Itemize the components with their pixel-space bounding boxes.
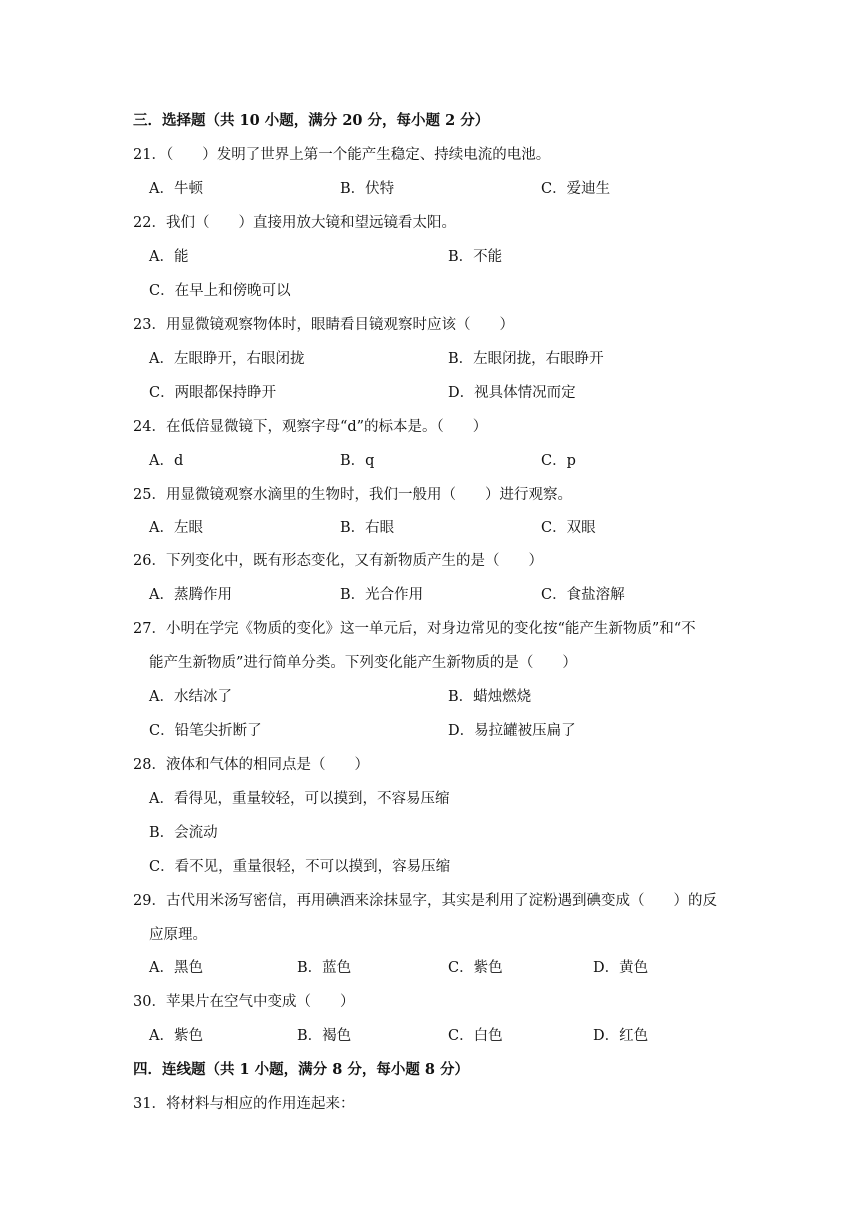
q27-option-d: D．易拉罐被压扁了 (448, 723, 576, 739)
q21-option-c: C．爱迪生 (541, 181, 611, 197)
question-27-stem-cont: 能产生新物质”进行简单分类。下列变化能产生新物质的是（ ） (149, 655, 577, 671)
question-22-stem: 22．我们（ ）直接用放大镜和望远镜看太阳。 (133, 215, 456, 231)
question-31-stem: 31．将材料与相应的作用连起来： (133, 1096, 355, 1112)
q29-option-d: D．黄色 (593, 960, 649, 976)
q26-option-c: C．食盐溶解 (541, 587, 625, 603)
question-29-stem: 29．古代用米汤写密信，再用碘酒来涂抹显字，其实是利用了淀粉遇到碘变成（ ）的反 (133, 893, 717, 909)
q21-option-a: A．牛顿 (149, 181, 203, 197)
q22-option-a: A．能 (149, 249, 189, 265)
q23-option-b: B．左眼闭拢，右眼睁开 (448, 351, 604, 367)
question-28-stem: 28．液体和气体的相同点是（ ） (133, 757, 369, 773)
q30-option-b: B．褐色 (297, 1028, 352, 1044)
q24-option-a: A．d (149, 453, 184, 469)
q29-option-b: B．蓝色 (297, 960, 352, 976)
question-25-stem: 25．用显微镜观察水滴里的生物时，我们一般用（ ）进行观察。 (133, 487, 572, 503)
q21-option-b: B．伏特 (340, 181, 395, 197)
q26-option-b: B．光合作用 (340, 587, 424, 603)
q23-option-d: D．视具体情况而定 (448, 385, 576, 401)
q24-option-b: B．q (340, 453, 375, 469)
q27-option-c: C．铅笔尖折断了 (149, 723, 262, 739)
question-24-stem: 24．在低倍显微镜下，观察字母“d”的标本是。（ ） (133, 419, 488, 435)
q29-option-a: A．黑色 (149, 960, 203, 976)
q27-option-a: A．水结冰了 (149, 689, 232, 705)
q30-option-c: C．白色 (448, 1028, 503, 1044)
question-21-stem: 21．（ ）发明了世界上第一个能产生稳定、持续电流的电池。 (133, 147, 551, 163)
q23-option-c: C．两眼都保持睁开 (149, 385, 277, 401)
section-heading-choice: 三．选择题（共 10 小题，满分 20 分，每小题 2 分） (133, 112, 490, 129)
q25-option-c: C．双眼 (541, 520, 596, 536)
q29-option-c: C．紫色 (448, 960, 503, 976)
question-27-stem: 27．小明在学完《物质的变化》这一单元后，对身边常见的变化按“能产生新物质”和“不 (133, 621, 696, 637)
q25-option-b: B．右眼 (340, 520, 395, 536)
q30-option-a: A．紫色 (149, 1028, 203, 1044)
question-30-stem: 30．苹果片在空气中变成（ ） (133, 994, 355, 1010)
q28-option-a: A．看得见，重量较轻，可以摸到，不容易压缩 (149, 791, 450, 807)
q22-option-c: C．在早上和傍晚可以 (149, 283, 291, 299)
q23-option-a: A．左眼睁开，右眼闭拢 (149, 351, 305, 367)
question-26-stem: 26．下列变化中，既有形态变化，又有新物质产生的是（ ） (133, 553, 543, 569)
q28-option-c: C．看不见，重量很轻，不可以摸到，容易压缩 (149, 859, 451, 875)
q27-option-b: B．蜡烛燃烧 (448, 689, 532, 705)
q28-option-b: B．会流动 (149, 825, 218, 841)
q26-option-a: A．蒸腾作用 (149, 587, 232, 603)
question-23-stem: 23．用显微镜观察物体时，眼睛看目镜观察时应该（ ） (133, 317, 514, 333)
section-heading-matching: 四．连线题（共 1 小题，满分 8 分，每小题 8 分） (133, 1061, 470, 1078)
q24-option-c: C．p (541, 453, 576, 469)
q25-option-a: A．左眼 (149, 520, 203, 536)
q22-option-b: B．不能 (448, 249, 503, 265)
q30-option-d: D．红色 (593, 1028, 649, 1044)
question-29-stem-cont: 应原理。 (149, 927, 207, 943)
